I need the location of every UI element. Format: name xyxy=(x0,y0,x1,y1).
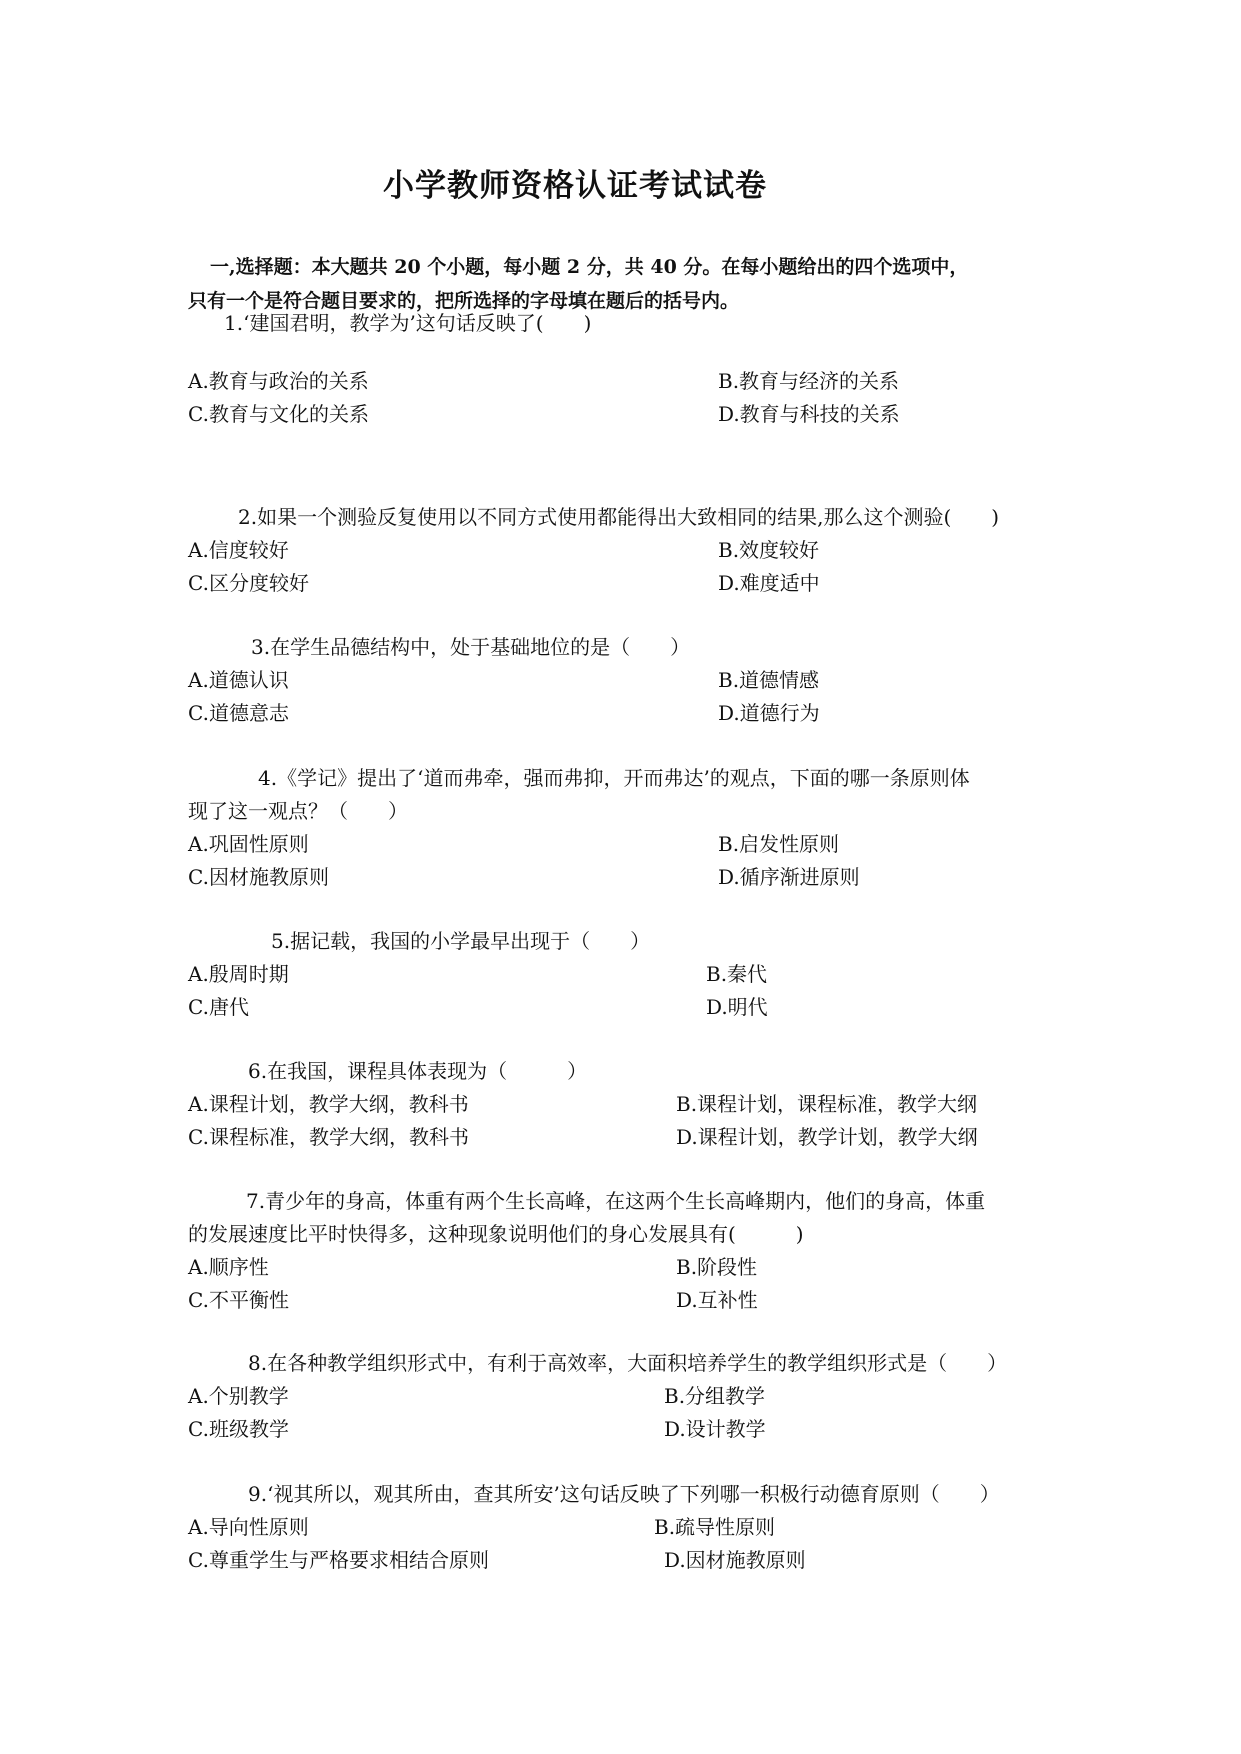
option-d: D.因材施教原则 xyxy=(664,1548,806,1572)
question-stem: 9.‘视其所以，观其所由，查其所安’这句话反映了下列哪一积极行动德育原则（ ） xyxy=(248,1482,1000,1506)
option-d: D.教育与科技的关系 xyxy=(718,402,900,426)
question-stem: 1.‘建国君明，教学为’这句话反映了( ) xyxy=(224,311,592,335)
options-row xyxy=(188,1251,1078,1284)
options-row xyxy=(188,365,1078,398)
option-d: D.循序渐进原则 xyxy=(718,865,860,889)
option-d: D.课程计划，教学计划，教学大纲 xyxy=(676,1125,978,1149)
question-1 xyxy=(188,307,1078,431)
options-row xyxy=(188,861,1078,894)
option-b: B.秦代 xyxy=(706,962,768,986)
question-stem-line-1: 4.《学记》提出了‘道而弗牵，强而弗抑，开而弗达’的观点，下面的哪一条原则体 xyxy=(258,766,970,790)
options-row xyxy=(188,828,1078,861)
options-row xyxy=(188,991,1078,1024)
option-d: D.设计教学 xyxy=(664,1417,766,1441)
options-row xyxy=(188,1088,1078,1121)
option-b: B.疏导性原则 xyxy=(654,1515,776,1539)
question-stem xyxy=(188,762,1078,828)
option-c: C.不平衡性 xyxy=(188,1288,289,1312)
options-row xyxy=(188,398,1078,431)
question-7 xyxy=(188,1185,1078,1317)
option-c: C.尊重学生与严格要求相结合原则 xyxy=(188,1548,489,1572)
question-stem: 8.在各种教学组织形式中，有利于高效率，大面积培养学生的教学组织形式是（ ） xyxy=(248,1351,1008,1375)
option-b: B.课程计划，课程标准，教学大纲 xyxy=(676,1092,978,1116)
options-row xyxy=(188,1511,1078,1544)
option-b: B.效度较好 xyxy=(718,538,820,562)
option-b: B.道德情感 xyxy=(718,668,820,692)
question-3 xyxy=(188,631,1078,730)
question-stem-line-1: 7.青少年的身高，体重有两个生长高峰，在这两个生长高峰期内，他们的身高，体重 xyxy=(246,1189,986,1213)
options-row xyxy=(188,534,1078,567)
option-a: A.殷周时期 xyxy=(188,962,289,986)
option-c: C.课程标准，教学大纲，教科书 xyxy=(188,1125,469,1149)
instructions-line-1: 一,选择题：本大题共 20 个小题，每小题 2 分，共 40 分。在每小题给出的四个选项中， xyxy=(210,256,969,278)
page-title: 小学教师资格认证考试试卷 xyxy=(383,168,767,204)
question-5 xyxy=(188,925,1078,1024)
question-8 xyxy=(188,1347,1078,1446)
question-stem: 5.据记载，我国的小学最早出现于（ ） xyxy=(271,929,651,953)
options-row xyxy=(188,1284,1078,1317)
question-stem: 3.在学生品德结构中，处于基础地位的是（ ） xyxy=(251,635,691,659)
option-a: A.个别教学 xyxy=(188,1384,289,1408)
instructions-line-2: 只有一个是符合题目要求的，把所选择的字母填在题后的括号内。 xyxy=(188,290,740,312)
options-row xyxy=(188,1121,1078,1154)
option-a: A.顺序性 xyxy=(188,1255,269,1279)
options-row xyxy=(188,697,1078,730)
question-stem-line-2: 现了这一观点？（ ） xyxy=(188,799,408,823)
options-row xyxy=(188,1544,1078,1577)
option-b: B.启发性原则 xyxy=(718,832,840,856)
question-stem-line-2: 的发展速度比平时快得多，这种现象说明他们的身心发展具有( ) xyxy=(188,1222,804,1246)
option-b: B.分组教学 xyxy=(664,1384,766,1408)
question-stem: 2.如果一个测验反复使用以不同方式使用都能得出大致相同的结果,那么这个测验( ) xyxy=(238,505,1000,529)
option-d: D.难度适中 xyxy=(718,571,820,595)
options-row xyxy=(188,1413,1078,1446)
options-row xyxy=(188,664,1078,697)
option-b: B.教育与经济的关系 xyxy=(718,369,900,393)
question-6 xyxy=(188,1055,1078,1154)
option-c: C.班级教学 xyxy=(188,1417,289,1441)
option-c: C.因材施教原则 xyxy=(188,865,329,889)
question-9 xyxy=(188,1478,1078,1577)
option-c: C.区分度较好 xyxy=(188,571,309,595)
option-a: A.课程计划，教学大纲，教科书 xyxy=(188,1092,469,1116)
question-stem xyxy=(188,1185,1078,1251)
option-c: C.唐代 xyxy=(188,995,249,1019)
question-2 xyxy=(188,501,1078,600)
option-c: C.教育与文化的关系 xyxy=(188,402,369,426)
option-a: A.道德认识 xyxy=(188,668,289,692)
options-row xyxy=(188,958,1078,991)
option-d: D.明代 xyxy=(706,995,768,1019)
option-c: C.道德意志 xyxy=(188,701,289,725)
option-a: A.信度较好 xyxy=(188,538,289,562)
question-4 xyxy=(188,762,1078,894)
option-d: D.道德行为 xyxy=(718,701,820,725)
question-stem: 6.在我国，课程具体表现为（ ） xyxy=(248,1059,588,1083)
option-d: D.互补性 xyxy=(676,1288,758,1312)
option-a: A.导向性原则 xyxy=(188,1515,309,1539)
options-row xyxy=(188,1380,1078,1413)
option-a: A.教育与政治的关系 xyxy=(188,369,369,393)
option-a: A.巩固性原则 xyxy=(188,832,309,856)
options-row xyxy=(188,567,1078,600)
option-b: B.阶段性 xyxy=(676,1255,758,1279)
